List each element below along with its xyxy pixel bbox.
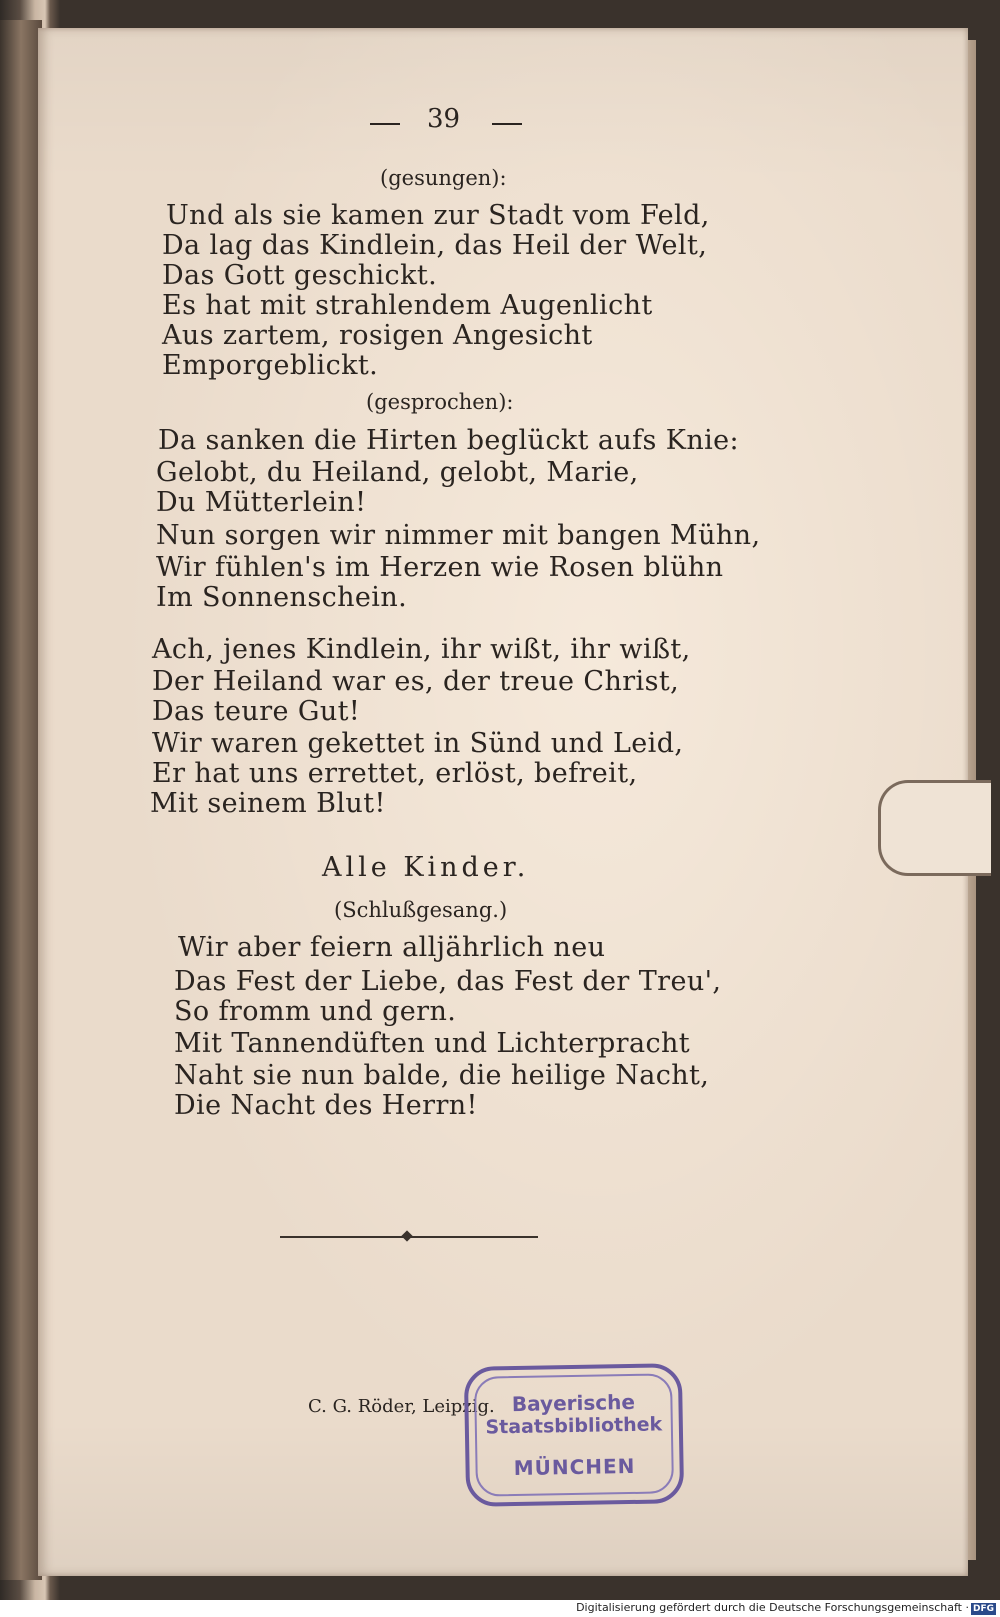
page-number: 39 <box>427 104 461 134</box>
stamp-line-1: Bayerische <box>511 1389 636 1417</box>
verse-line: Wir aber feiern alljährlich neu <box>178 932 606 963</box>
verse-line: Mit seinem Blut! <box>150 788 386 819</box>
verse-line: Das Fest der Liebe, das Fest der Treu', <box>174 966 722 997</box>
verse-line: Wir fühlen's im Herzen wie Rosen blühn <box>156 552 724 583</box>
verse-line: Nun sorgen wir nimmer mit bangen Mühn, <box>156 520 761 551</box>
verse-line: Im Sonnenschein. <box>156 582 408 613</box>
verse-line: Gelobt, du Heiland, gelobt, Marie, <box>156 457 639 488</box>
library-stamp <box>464 1363 684 1507</box>
verse-line: Ach, jenes Kindlein, ihr wißt, ihr wißt, <box>152 634 691 665</box>
section-heading-gesprochen: (gesprochen): <box>366 390 514 414</box>
footer-credit-text: Digitalisierung gefördert durch die Deutsche Forschungsgemeinschaft · <box>576 1601 969 1614</box>
digitization-footer <box>0 1600 1000 1617</box>
verse-line: Da lag das Kindlein, das Heil der Welt, <box>162 230 708 261</box>
verse-line: Der Heiland war es, der treue Christ, <box>152 666 680 697</box>
stamp-line-2: Staatsbibliothek <box>485 1413 663 1439</box>
verse-line: Mit Tannendüften und Lichterpracht <box>174 1028 691 1059</box>
verse-line: Das teure Gut! <box>152 696 361 727</box>
verse-line: Da sanken die Hirten beglückt aufs Knie: <box>158 425 740 456</box>
verse-line: Naht sie nun balde, die heilige Nacht, <box>174 1060 710 1091</box>
dfg-logo-icon: DFG <box>972 1604 994 1614</box>
section-heading-gesungen: (gesungen): <box>380 166 507 190</box>
section-heading-schlussgesang: (Schlußgesang.) <box>334 898 508 922</box>
verse-line: Es hat mit strahlendem Augenlicht <box>162 290 653 321</box>
verse-line: Die Nacht des Herrn! <box>174 1090 478 1121</box>
section-title-alle-kinder: Alle Kinder. <box>322 852 530 883</box>
verse-line: Wir waren gekettet in Sünd und Leid, <box>152 728 684 759</box>
stamp-line-3: MÜNCHEN <box>513 1453 636 1481</box>
verse-line: Du Mütterlein! <box>156 487 367 518</box>
verse-line: Aus zartem, rosigen Angesicht <box>162 320 593 351</box>
verse-line: Emporgeblickt. <box>162 350 379 381</box>
page-number-dash-right <box>492 123 522 125</box>
verse-line: Und als sie kamen zur Stadt vom Feld, <box>166 200 710 231</box>
printer-imprint: C. G. Röder, Leipzig. <box>308 1396 495 1417</box>
verse-line: Das Gott geschickt. <box>162 260 438 291</box>
page-number-dash-left <box>370 123 400 125</box>
footer-credit <box>576 1601 996 1615</box>
book-spine-edge <box>0 20 42 1580</box>
verse-line: So fromm und gern. <box>174 996 457 1027</box>
page-clip <box>878 780 991 876</box>
verse-line: Er hat uns errettet, erlöst, befreit, <box>152 758 638 789</box>
